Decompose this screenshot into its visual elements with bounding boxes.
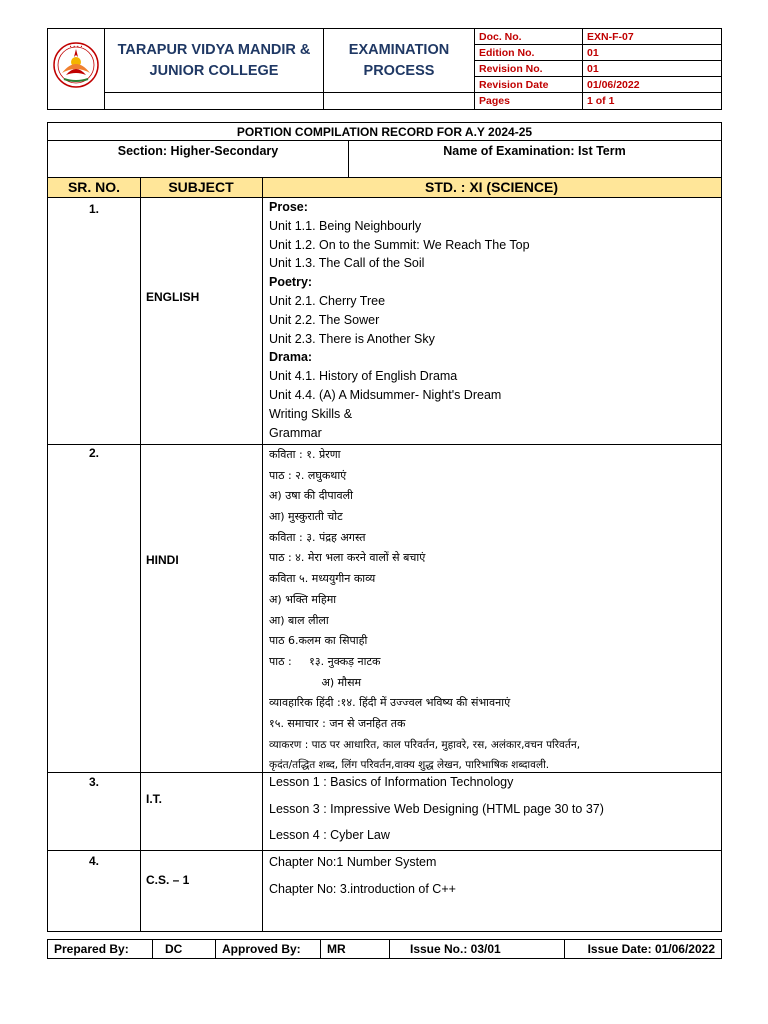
row-3-subject: I.T. — [146, 792, 163, 806]
row-4-subject: C.S. – 1 — [146, 873, 190, 887]
sr-no-header: SR. NO. — [67, 179, 121, 195]
process-title-line-1: EXAMINATION — [348, 41, 450, 58]
list-item: Unit 1.1. Being Neighbourly — [269, 218, 422, 233]
process-title-line-2: PROCESS — [363, 62, 435, 79]
list-item: Unit 2.3. There is Another Sky — [269, 331, 435, 346]
row-2-portion — [269, 445, 580, 776]
list-item: Unit 1.2. On to the Summit: We Reach The Top — [269, 237, 530, 252]
school-name-line-1: TARAPUR VIDYA MANDIR & — [117, 41, 311, 58]
list-item: Unit 2.2. The Sower — [269, 312, 380, 327]
revision-no-label: Revision No. — [475, 61, 583, 77]
portion-table — [47, 122, 722, 932]
list-item: कविता ५. मध्ययुगीन काव्य — [269, 572, 376, 586]
list-item: आ) मुस्कुराती चोट — [269, 510, 343, 524]
list-item: Poetry: — [269, 275, 313, 290]
list-item: पाठ : ४. मेरा भला करने वालों से बचाएं — [269, 551, 426, 565]
record-title: PORTION COMPILATION RECORD FOR A.Y 2024-25 — [236, 125, 533, 139]
header-blank-cell-2 — [324, 93, 475, 110]
school-logo-cell — [48, 29, 105, 110]
process-title — [324, 29, 475, 93]
list-item: Lesson 4 : Cyber Law — [269, 828, 390, 842]
list-item: Lesson 3 : Impressive Web Designing (HTML page 30 to 37) — [269, 801, 604, 816]
row-4-sr-no: 4. — [88, 854, 99, 868]
row-3-sr-no: 3. — [88, 775, 99, 789]
list-item: Lesson 1 : Basics of Information Technology — [269, 775, 514, 789]
edition-no-value: 01 — [583, 45, 722, 61]
doc-no-label: Doc. No. — [475, 29, 583, 45]
list-item: अ) भक्ति महिमा — [269, 592, 337, 606]
revision-date-label: Revision Date — [475, 77, 583, 93]
revision-no-value: 01 — [583, 61, 722, 77]
row-1-sr-no: 1. — [88, 202, 99, 216]
list-item: आ) बाल लीला — [269, 613, 329, 627]
list-item: व्याकरण : पाठ पर आधारित, काल परिवर्तन, मुहावरे, रस, अलंकार,वचन परिवर्तन, — [269, 738, 581, 751]
school-logo-icon — [48, 35, 104, 99]
list-item: कविता : १. प्रेरणा — [269, 448, 341, 461]
list-item: Grammar — [269, 425, 322, 440]
doc-no-value: EXN-F-07 — [583, 29, 722, 45]
section-label: Section: Higher-Secondary — [117, 144, 279, 158]
subject-header: SUBJECT — [168, 179, 234, 195]
list-item: १५. समाचार : जन से जनहित तक — [269, 716, 406, 730]
document-header — [47, 28, 722, 110]
row-1-portion — [269, 198, 530, 442]
row-3-portion — [269, 769, 604, 849]
row-2-subject: HINDI — [146, 553, 179, 567]
list-item: Unit 1.3. The Call of the Soil — [269, 256, 425, 271]
prepared-by-value: DC — [153, 940, 216, 959]
std-header: STD. : XI (SCIENCE) — [424, 179, 558, 195]
row-2-sr-no: 2. — [88, 446, 99, 460]
exam-name-label: Name of Examination: Ist Term — [443, 144, 626, 158]
document-footer — [47, 939, 722, 959]
row-4-portion — [269, 849, 456, 902]
revision-date-value: 01/06/2022 — [583, 77, 722, 93]
school-name-line-2: JUNIOR COLLEGE — [149, 62, 279, 79]
header-blank-cell-1 — [105, 93, 324, 110]
pages-value: 1 of 1 — [583, 93, 722, 110]
list-item: Chapter No:1 Number System — [269, 855, 437, 869]
list-item: Unit 4.1. History of English Drama — [269, 369, 458, 384]
svg-text:• • • •: • • • • — [69, 43, 83, 49]
issue-date: Issue Date: 01/06/2022 — [565, 940, 722, 959]
list-item: पाठ : २. लघुकथाएं — [269, 468, 347, 482]
list-item: अ) उषा की दीपावली — [269, 489, 353, 503]
list-item: Chapter No: 3.introduction of C++ — [269, 881, 456, 896]
approved-by-value: MR — [321, 940, 390, 959]
issue-no: Issue No.: 03/01 — [390, 940, 565, 959]
approved-by-label: Approved By: — [216, 940, 321, 959]
row-1-subject: ENGLISH — [146, 290, 200, 304]
list-item: Unit 4.4. (A) A Midsummer- Night's Dream — [269, 387, 502, 402]
school-name — [105, 29, 324, 93]
list-item: पाठ : १३. नुक्कड़ नाटक — [269, 654, 381, 668]
list-item: पाठ 6.कलम का सिपाही — [269, 634, 368, 648]
list-item: व्यावहारिक हिंदी :१४. हिंदी में उज्ज्वल भविष्य की संभावनाएं — [269, 696, 511, 710]
list-item: कविता : ३. पंद्रह अगस्त — [269, 530, 366, 544]
list-item: कृदंत/तद्धित शब्द, लिंग परिवर्तन,वाक्य शुद्ध लेखन, पारिभाषिक शब्दावली. — [269, 759, 550, 772]
list-item: Prose: — [269, 200, 308, 214]
list-item: अ) मौसम — [269, 675, 362, 689]
list-item: Writing Skills & — [269, 406, 353, 421]
pages-label: Pages — [475, 93, 583, 110]
list-item: Drama: — [269, 350, 313, 365]
list-item: Unit 2.1. Cherry Tree — [269, 293, 386, 308]
edition-no-label: Edition No. — [475, 45, 583, 61]
prepared-by-label: Prepared By: — [48, 940, 153, 959]
